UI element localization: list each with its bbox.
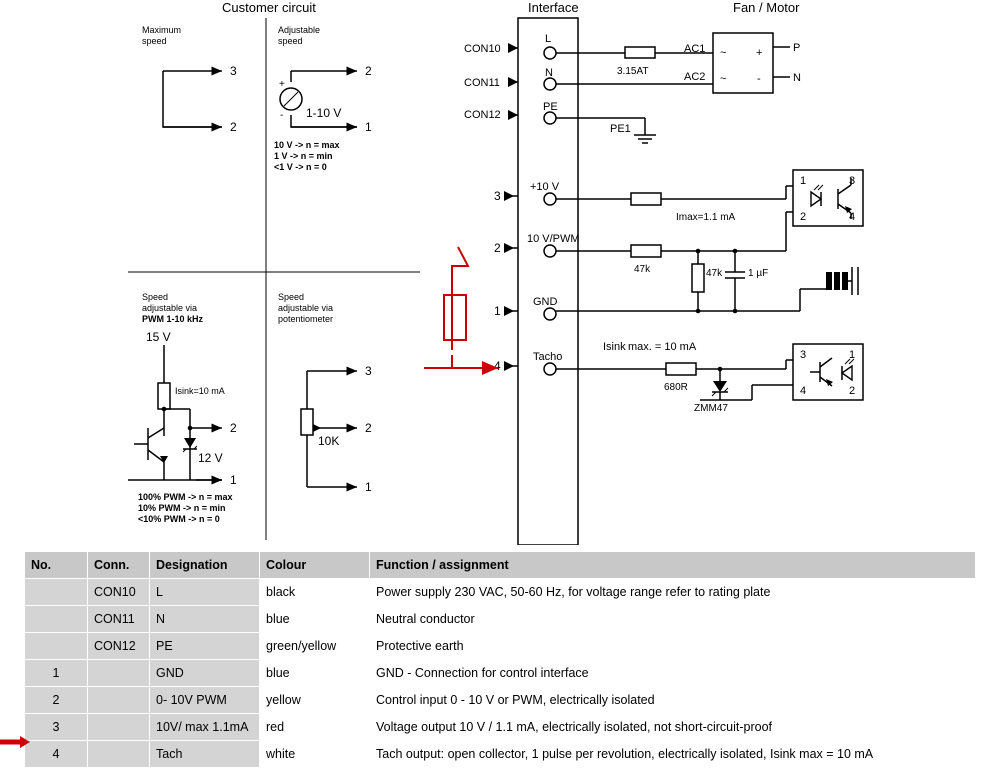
terminal-arrow-tacho bbox=[504, 361, 514, 371]
label-n: N bbox=[793, 72, 801, 84]
q3-note3: <10% PWM -> n = 0 bbox=[138, 514, 220, 524]
pin-assignment-table bbox=[24, 551, 976, 768]
cell-no: 1 bbox=[25, 660, 88, 687]
cell-conn: CON11 bbox=[88, 606, 150, 633]
interface-block bbox=[518, 18, 578, 545]
q4-label-line2: adjustable via bbox=[278, 303, 334, 313]
cell-conn bbox=[88, 660, 150, 687]
cell-designation: L bbox=[150, 579, 260, 606]
node-dot-gnd1 bbox=[696, 309, 701, 314]
q4-potentiometer bbox=[301, 409, 313, 435]
cell-function: Neutral conductor bbox=[370, 606, 976, 633]
q2-note2: 1 V -> n = min bbox=[274, 151, 333, 161]
q1-pin-bottom: 2 bbox=[230, 120, 237, 134]
terminal-name-plus10v: +10 V bbox=[530, 181, 560, 193]
q3-pin-bottom: 1 bbox=[230, 473, 237, 487]
rect-plus: + bbox=[756, 47, 763, 59]
opto-bottom-collector bbox=[820, 358, 832, 367]
rect-tilde2: ~ bbox=[720, 73, 727, 85]
q2-pin-top: 2 bbox=[365, 64, 372, 78]
q2-label-line2: speed bbox=[278, 36, 303, 46]
q3-label-line3: PWM 1-10 kHz bbox=[142, 314, 204, 324]
terminal-conn-3: 3 bbox=[494, 189, 501, 203]
cell-designation: N bbox=[150, 606, 260, 633]
zener-triangle bbox=[713, 381, 727, 392]
terminal-name-tacho: Tacho bbox=[533, 351, 563, 363]
terminal-conn-1: 1 bbox=[494, 304, 501, 318]
cell-colour: black bbox=[260, 579, 370, 606]
cell-colour: blue bbox=[260, 606, 370, 633]
table-row bbox=[25, 579, 976, 606]
node-dot-tacho bbox=[718, 367, 723, 372]
cell-no bbox=[25, 633, 88, 660]
q2-source-slash bbox=[284, 92, 298, 106]
zener-label: ZMM47 bbox=[694, 403, 728, 414]
terminal-dot-plus10v bbox=[544, 193, 556, 205]
opto-bottom-led bbox=[842, 366, 852, 380]
opto-top-collector bbox=[838, 185, 851, 194]
cell-colour: green/yellow bbox=[260, 633, 370, 660]
cell-designation: 10V/ max 1.1mA bbox=[150, 714, 260, 741]
cell-conn bbox=[88, 714, 150, 741]
q1-pin-top: 3 bbox=[230, 64, 237, 78]
fuse-label: 3.15AT bbox=[617, 66, 649, 77]
terminal-arrow-l bbox=[508, 43, 518, 53]
cell-colour: yellow bbox=[260, 687, 370, 714]
opto-bottom-pin3: 3 bbox=[800, 349, 807, 361]
q2-label-line1: Adjustable bbox=[278, 25, 321, 35]
header-no: No. bbox=[25, 552, 88, 579]
opto-bottom-pin4: 4 bbox=[800, 385, 807, 397]
q4-pin-bottom: 1 bbox=[365, 480, 372, 494]
terminal-arrow-pwm bbox=[504, 243, 514, 253]
terminal-arrow-pe bbox=[508, 110, 518, 120]
node-dot-pwm1 bbox=[696, 249, 701, 254]
cell-no: 3 bbox=[25, 714, 88, 741]
opto-top-pin3: 3 bbox=[849, 175, 856, 187]
terminal-dot-n bbox=[544, 78, 556, 90]
cell-function: Protective earth bbox=[370, 633, 976, 660]
opto-top-pin1: 1 bbox=[800, 175, 807, 187]
header-colour: Colour bbox=[260, 552, 370, 579]
terminal-name-n: N bbox=[545, 67, 553, 79]
rect-minus: - bbox=[757, 73, 761, 85]
q1-wire bbox=[163, 71, 222, 127]
q4-pot-label: 10K bbox=[318, 434, 340, 448]
motor-coil-3 bbox=[842, 272, 848, 290]
q2-source-value: 1-10 V bbox=[306, 106, 342, 120]
terminal-conn-4: 4 bbox=[494, 359, 501, 373]
q4-label-line1: Speed bbox=[278, 292, 305, 302]
cell-designation: GND bbox=[150, 660, 260, 687]
q3-note2: 10% PWM -> n = min bbox=[138, 503, 226, 513]
cell-no: 2 bbox=[25, 687, 88, 714]
terminal-conn-con10: CON10 bbox=[464, 43, 501, 55]
terminal-name-pwm: 10 V/PWM bbox=[527, 233, 580, 245]
q3-label-line2: adjustable via bbox=[142, 303, 198, 313]
node-dot-pwm2 bbox=[733, 249, 738, 254]
q4-wiper-arrow bbox=[313, 424, 321, 432]
q3-note1: 100% PWM -> n = max bbox=[138, 492, 233, 502]
resistor-47k-shunt bbox=[692, 264, 704, 292]
q2-minus: - bbox=[280, 110, 284, 121]
cell-no: 4 bbox=[25, 741, 88, 768]
cell-colour: blue bbox=[260, 660, 370, 687]
cell-function: Tach output: open collector, 1 pulse per revolution, electrically isolated, Isink max = 10 mA bbox=[370, 741, 976, 768]
node-dot-gnd2 bbox=[733, 309, 738, 314]
header-conn: Conn. bbox=[88, 552, 150, 579]
isink-label: Isink bbox=[603, 341, 626, 353]
resistor-47k-shunt-label: 47k bbox=[706, 268, 723, 279]
table-row bbox=[25, 606, 976, 633]
cell-function: Control input 0 - 10 V or PWM, electrically isolated bbox=[370, 687, 976, 714]
motor-coil-2 bbox=[834, 272, 840, 290]
table-row bbox=[25, 687, 976, 714]
q3-node-dot bbox=[162, 407, 167, 412]
opto-top-pin4: 4 bbox=[849, 211, 856, 223]
q4-label-line3: potentiometer bbox=[278, 314, 334, 324]
q3-label-line1: Speed bbox=[142, 292, 169, 302]
cell-colour: white bbox=[260, 741, 370, 768]
q3-resistor bbox=[158, 383, 170, 409]
motor-coil-1 bbox=[826, 272, 832, 290]
terminal-conn-con12: CON12 bbox=[464, 109, 501, 121]
cell-no bbox=[25, 606, 88, 633]
q3-supply-label: 15 V bbox=[146, 330, 171, 344]
q3-resistor-label: Isink=10 mA bbox=[175, 386, 225, 396]
terminal-conn-2: 2 bbox=[494, 241, 501, 255]
table-row bbox=[25, 660, 976, 687]
cell-no bbox=[25, 579, 88, 606]
table-row bbox=[25, 741, 976, 768]
terminal-dot-tacho bbox=[544, 363, 556, 375]
cell-designation: PE bbox=[150, 633, 260, 660]
q3-node-dot2 bbox=[188, 426, 193, 431]
cap-label: 1 µF bbox=[748, 268, 769, 279]
isink-value: max. = 10 mA bbox=[628, 341, 697, 353]
terminal-name-gnd: GND bbox=[533, 296, 558, 308]
header-designation: Designation bbox=[150, 552, 260, 579]
cell-conn bbox=[88, 741, 150, 768]
terminal-arrow-gnd bbox=[504, 306, 514, 316]
resistor-680r bbox=[666, 363, 696, 375]
opto-bottom-pin2: 2 bbox=[849, 385, 856, 397]
label-ac1: AC1 bbox=[684, 43, 706, 55]
pe1-label: PE1 bbox=[610, 123, 631, 135]
resistor-47k-series bbox=[631, 245, 661, 257]
cell-function: Power supply 230 VAC, 50-60 Hz, for voltage range refer to rating plate bbox=[370, 579, 976, 606]
q1-label-line2: speed bbox=[142, 36, 167, 46]
cell-designation: Tach bbox=[150, 741, 260, 768]
title-customer-circuit: Customer circuit bbox=[222, 0, 316, 15]
red-highlight-box bbox=[444, 295, 466, 340]
resistor-680r-label: 680R bbox=[664, 382, 688, 393]
cell-function: Voltage output 10 V / 1.1 mA, electrically isolated, not short-circuit-proof bbox=[370, 714, 976, 741]
cell-conn: CON12 bbox=[88, 633, 150, 660]
red-arrow-table-row bbox=[0, 735, 30, 749]
resistor-imax bbox=[631, 193, 661, 205]
terminal-conn-con11: CON11 bbox=[464, 77, 500, 89]
terminal-dot-pe bbox=[544, 112, 556, 124]
title-interface: Interface bbox=[528, 0, 579, 15]
q4-pin-top: 3 bbox=[365, 364, 372, 378]
terminal-arrow-10v bbox=[504, 191, 514, 201]
cell-function: GND - Connection for control interface bbox=[370, 660, 976, 687]
cell-colour: red bbox=[260, 714, 370, 741]
q2-note3: <1 V -> n = 0 bbox=[274, 162, 327, 172]
resistor-47k-series-label: 47k bbox=[634, 264, 651, 275]
rect-tilde1: ~ bbox=[720, 47, 727, 59]
table-row bbox=[25, 633, 976, 660]
header-function: Function / assignment bbox=[370, 552, 976, 579]
terminal-name-l: L bbox=[545, 33, 552, 45]
q3-zener-triangle bbox=[184, 438, 196, 448]
fuse-symbol bbox=[625, 47, 655, 58]
label-p: P bbox=[793, 42, 801, 54]
terminal-arrow-n bbox=[508, 77, 518, 87]
table-header-row bbox=[25, 552, 976, 579]
q1-label-line1: Maximum bbox=[142, 25, 182, 35]
terminal-dot-pwm bbox=[544, 245, 556, 257]
q4-pin-mid: 2 bbox=[365, 421, 372, 435]
table-row bbox=[25, 714, 976, 741]
opto-bottom-pin1: 1 bbox=[849, 349, 856, 361]
opto-top-pin2: 2 bbox=[800, 211, 807, 223]
terminal-dot-l bbox=[544, 47, 556, 59]
q3-transistor-collector bbox=[148, 428, 164, 438]
q2-note1: 10 V -> n = max bbox=[274, 140, 340, 150]
resistor-imax-label: Imax=1.1 mA bbox=[676, 212, 736, 223]
cell-conn: CON10 bbox=[88, 579, 150, 606]
opto-top-led bbox=[811, 192, 821, 206]
title-fan-motor: Fan / Motor bbox=[733, 0, 800, 15]
cell-designation: 0- 10V PWM bbox=[150, 687, 260, 714]
q2-plus: + bbox=[279, 79, 285, 90]
cell-conn bbox=[88, 687, 150, 714]
terminal-dot-gnd bbox=[544, 308, 556, 320]
q3-zener-label: 12 V bbox=[198, 451, 223, 465]
terminal-name-pe: PE bbox=[543, 101, 558, 113]
label-ac2: AC2 bbox=[684, 71, 706, 83]
q3-pin-top: 2 bbox=[230, 421, 237, 435]
q2-pin-bottom: 1 bbox=[365, 120, 372, 134]
